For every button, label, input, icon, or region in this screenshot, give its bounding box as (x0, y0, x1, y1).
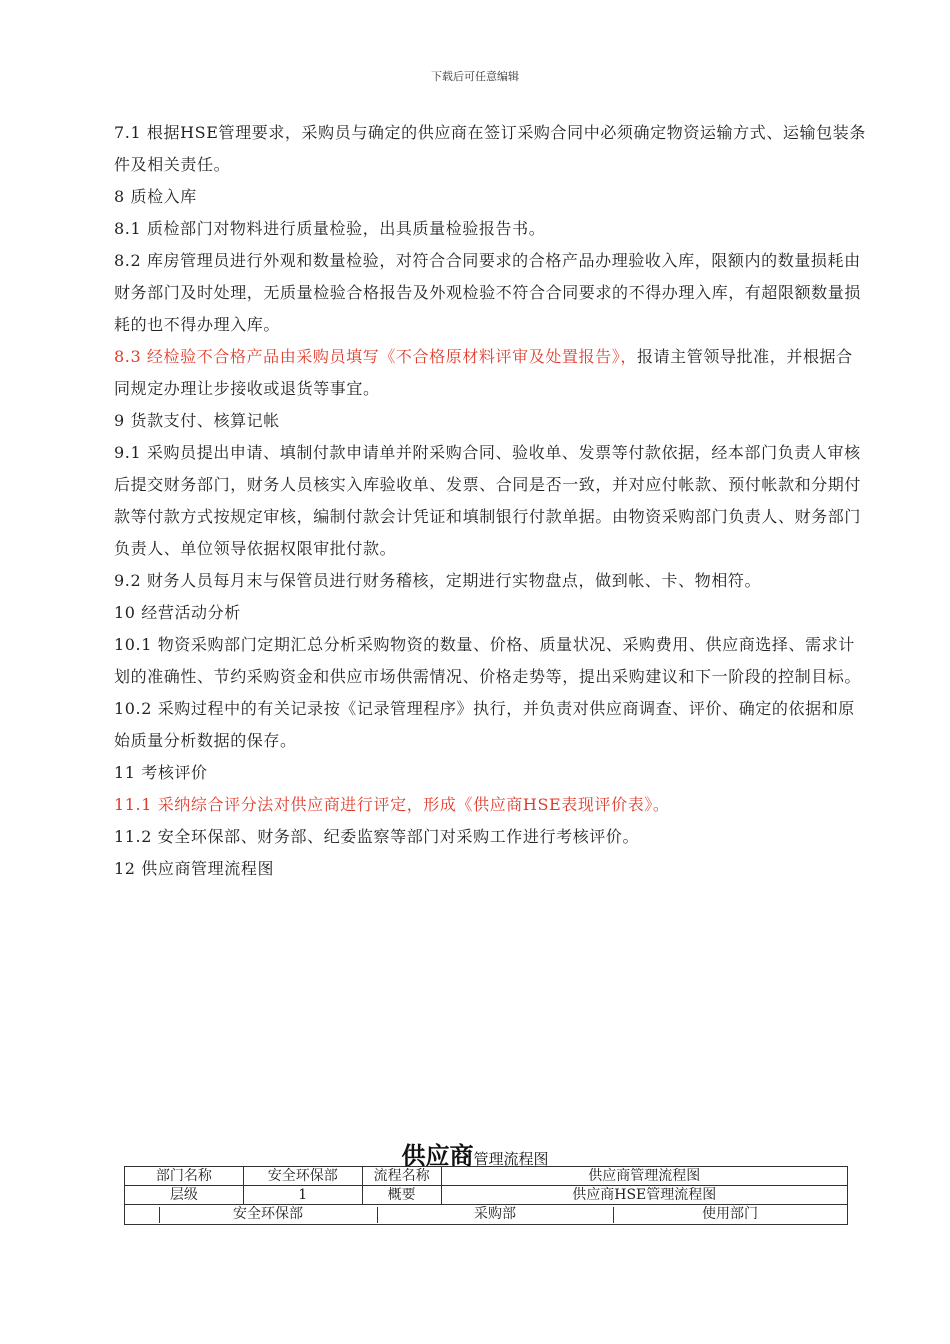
para-7-1: 7.1 根据HSE管理要求，采购员与确定的供应商在签订采购合同中必须确定物资运输方式、运输包装条件及相关责任。 (114, 123, 866, 174)
para-11-2: 11.2 安全环保部、财务部、纪委监察等部门对采购工作进行考核评价。 (114, 827, 640, 846)
para-10-1: 10.1 物资采购部门定期汇总分析采购物资的数量、价格、质量状况、采购费用、供应商选择、需求计划的准确性、节约采购资金和供应市场供需情况、价格走势等，提出采购建议和下一阶段的控制目标。 (114, 635, 862, 686)
para-9-1: 9.1 采购员提出申请、填制付款申请单并附采购合同、验收单、发票等付款依据，经本部门负责人审核后提交财务部门，财务人员核实入库验收单、发票、合同是否一致，并对应付帐款、预付帐款和分期付款等付款方式按规定审核，编制付款会计凭证和填制银行付款单据。由物资采购部门负责人、财务部门负责人、单位领导依据权限审批付款。 (114, 443, 862, 558)
para-8-3-rest: 报请主管领导批准，并根据合同规定办理让步接收或退货等事宜。 (114, 347, 853, 398)
table-cell: 供应商管理流程图 (441, 1167, 847, 1186)
table-cell: 安全环保部 (243, 1167, 362, 1186)
table-cell: 供应商HSE管理流程图 (441, 1186, 847, 1205)
para-8-3 (114, 341, 869, 405)
table-row (125, 1186, 848, 1205)
flowchart-title-big: 供应商 (401, 1141, 474, 1170)
heading-8: 8 质检入库 (114, 187, 197, 206)
heading-10: 10 经营活动分析 (114, 603, 241, 622)
header-note: 下载后可任意编辑 (431, 70, 519, 83)
flowchart-title-small: 管理流程图 (473, 1150, 549, 1168)
document-body (114, 117, 869, 885)
table-cell: 流程名称 (362, 1167, 441, 1186)
lane-user-dept: 使用部门 (702, 1206, 758, 1222)
flowchart-info-table (124, 1166, 848, 1205)
table-row (125, 1167, 848, 1186)
table-cell: 层级 (125, 1186, 244, 1205)
lane-safety-env: 安全环保部 (233, 1206, 303, 1222)
para-8-2: 8.2 库房管理员进行外观和数量检验，对符合合同要求的合格产品办理验收入库，限额内的数量损耗由财务部门及时处理，无质量检验合格报告及外观检验不符合合同要求的不得办理入库，有超限额数量损耗的也不得办理入库。 (114, 251, 862, 334)
para-11-1: 11.1 采纳综合评分法对供应商进行评定，形成《供应商HSE表现评价表》。 (114, 795, 670, 814)
heading-9: 9 货款支付、核算记帐 (114, 411, 280, 430)
table-cell: 概要 (362, 1186, 441, 1205)
table-cell: 1 (243, 1186, 362, 1205)
para-9-2: 9.2 财务人员每月末与保管员进行财务稽核，定期进行实物盘点，做到帐、卡、物相符。 (114, 571, 762, 590)
swimlane-header (124, 1205, 848, 1225)
table-cell: 部门名称 (125, 1167, 244, 1186)
heading-11: 11 考核评价 (114, 763, 208, 782)
lane-purchasing: 采购部 (474, 1206, 516, 1222)
para-8-3-red-part: 8.3 经检验不合格产品由采购员填写《不合格原材料评审及处置报告》， (114, 347, 637, 366)
para-8-1: 8.1 质检部门对物料进行质量检验，出具质量检验报告书。 (114, 219, 546, 238)
heading-12: 12 供应商管理流程图 (114, 859, 275, 878)
para-10-2: 10.2 采购过程中的有关记录按《记录管理程序》执行，并负责对供应商调查、评价、确定的依据和原始质量分析数据的保存。 (114, 699, 855, 750)
